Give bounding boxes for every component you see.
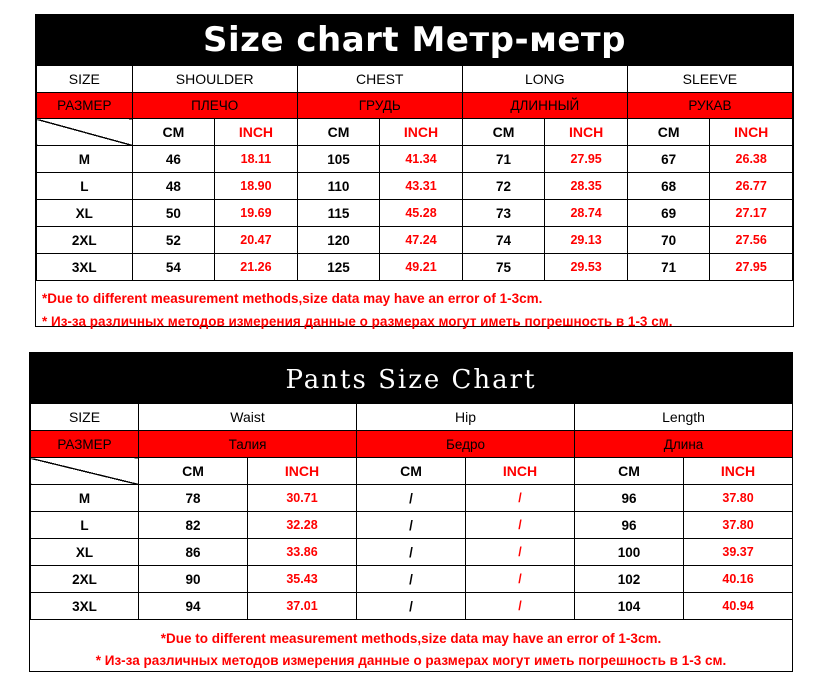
- value-cell: /: [357, 539, 466, 566]
- value-cell: 78: [139, 485, 248, 512]
- value-cell: 43.31: [380, 173, 463, 200]
- table-row: [37, 173, 793, 200]
- value-cell: 115: [297, 200, 380, 227]
- unit-cm: CM: [297, 119, 380, 146]
- value-cell: 102: [575, 566, 684, 593]
- value-cell: 32.28: [248, 512, 357, 539]
- value-cell: 50: [132, 200, 215, 227]
- header-sleeve: SLEEVE: [627, 66, 792, 93]
- value-cell: 90: [139, 566, 248, 593]
- header-row: [31, 404, 793, 431]
- pants-size-chart: [29, 352, 793, 672]
- value-cell: /: [357, 593, 466, 620]
- value-cell: 82: [139, 512, 248, 539]
- unit-inch: INCH: [466, 458, 575, 485]
- value-cell: 18.90: [215, 173, 298, 200]
- diagonal-cell: [31, 458, 139, 485]
- value-cell: /: [466, 512, 575, 539]
- top-size-chart: [35, 14, 794, 327]
- unit-row: [31, 458, 793, 485]
- table-row: [37, 200, 793, 227]
- value-cell: 29.13: [545, 227, 628, 254]
- header-shoulder-ru: ПЛЕЧО: [132, 93, 297, 119]
- value-cell: 70: [627, 227, 710, 254]
- value-cell: 27.95: [545, 146, 628, 173]
- value-cell: 29.53: [545, 254, 628, 281]
- unit-cm: CM: [357, 458, 466, 485]
- value-cell: 35.43: [248, 566, 357, 593]
- top-notes: [36, 281, 793, 333]
- pants-chart-title: Pants Size Chart: [30, 353, 792, 403]
- value-cell: 18.11: [215, 146, 298, 173]
- value-cell: 37.80: [684, 485, 793, 512]
- size-cell: L: [37, 173, 133, 200]
- value-cell: 28.74: [545, 200, 628, 227]
- table-row: [37, 227, 793, 254]
- value-cell: 110: [297, 173, 380, 200]
- size-cell: 3XL: [37, 254, 133, 281]
- note-english: *Due to different measurement methods,size data may have an error of 1-3cm.: [42, 291, 543, 306]
- header-chest: CHEST: [297, 66, 462, 93]
- value-cell: 45.28: [380, 200, 463, 227]
- header-row-ru: [37, 93, 793, 119]
- value-cell: 21.26: [215, 254, 298, 281]
- header-size: SIZE: [37, 66, 133, 93]
- header-length: Length: [575, 404, 793, 431]
- header-hip: Hip: [357, 404, 575, 431]
- header-chest-ru: ГРУДЬ: [297, 93, 462, 119]
- value-cell: 37.01: [248, 593, 357, 620]
- size-cell: L: [31, 512, 139, 539]
- value-cell: 68: [627, 173, 710, 200]
- unit-cm: CM: [132, 119, 215, 146]
- table-row: [31, 485, 793, 512]
- header-long-ru: ДЛИННЫЙ: [462, 93, 627, 119]
- unit-row: [37, 119, 793, 146]
- value-cell: /: [357, 512, 466, 539]
- value-cell: 104: [575, 593, 684, 620]
- value-cell: 54: [132, 254, 215, 281]
- value-cell: 71: [627, 254, 710, 281]
- note-russian: * Из-за различных методов измерения данные о размерах могут иметь погрешность в 1-3 см.: [42, 314, 673, 329]
- value-cell: 72: [462, 173, 545, 200]
- unit-inch: INCH: [545, 119, 628, 146]
- value-cell: 37.80: [684, 512, 793, 539]
- value-cell: 33.86: [248, 539, 357, 566]
- size-cell: XL: [31, 539, 139, 566]
- size-cell: M: [31, 485, 139, 512]
- value-cell: 94: [139, 593, 248, 620]
- unit-inch: INCH: [248, 458, 357, 485]
- value-cell: 67: [627, 146, 710, 173]
- header-size-ru: РАЗМЕР: [37, 93, 133, 119]
- unit-inch: INCH: [215, 119, 298, 146]
- header-size: SIZE: [31, 404, 139, 431]
- value-cell: 86: [139, 539, 248, 566]
- value-cell: 30.71: [248, 485, 357, 512]
- header-sleeve-ru: РУКАВ: [627, 93, 792, 119]
- note-russian: * Из-за различных методов измерения данные о размерах могут иметь погрешность в 1-3 см.: [95, 653, 727, 668]
- header-row-ru: [31, 431, 793, 458]
- size-cell: 2XL: [37, 227, 133, 254]
- value-cell: 49.21: [380, 254, 463, 281]
- value-cell: 96: [575, 512, 684, 539]
- size-cell: M: [37, 146, 133, 173]
- value-cell: /: [466, 593, 575, 620]
- value-cell: /: [466, 485, 575, 512]
- table-row: [37, 254, 793, 281]
- value-cell: 100: [575, 539, 684, 566]
- value-cell: 96: [575, 485, 684, 512]
- value-cell: 120: [297, 227, 380, 254]
- value-cell: 73: [462, 200, 545, 227]
- table-row: [37, 146, 793, 173]
- value-cell: 28.35: [545, 173, 628, 200]
- header-shoulder: SHOULDER: [132, 66, 297, 93]
- pants-size-table: [30, 403, 793, 620]
- value-cell: 27.17: [710, 200, 793, 227]
- value-cell: 46: [132, 146, 215, 173]
- table-row: [31, 593, 793, 620]
- header-waist-ru: Талия: [139, 431, 357, 458]
- size-cell: 2XL: [31, 566, 139, 593]
- value-cell: 69: [627, 200, 710, 227]
- value-cell: 52: [132, 227, 215, 254]
- header-long: LONG: [462, 66, 627, 93]
- top-size-table: [36, 65, 793, 281]
- value-cell: 27.95: [710, 254, 793, 281]
- unit-cm: CM: [627, 119, 710, 146]
- diagonal-cell: [37, 119, 133, 146]
- value-cell: 105: [297, 146, 380, 173]
- unit-cm: CM: [462, 119, 545, 146]
- value-cell: 39.37: [684, 539, 793, 566]
- value-cell: 48: [132, 173, 215, 200]
- header-length-ru: Длина: [575, 431, 793, 458]
- value-cell: 19.69: [215, 200, 298, 227]
- value-cell: /: [466, 539, 575, 566]
- value-cell: 26.77: [710, 173, 793, 200]
- table-row: [31, 566, 793, 593]
- value-cell: 26.38: [710, 146, 793, 173]
- unit-inch: INCH: [684, 458, 793, 485]
- size-cell: 3XL: [31, 593, 139, 620]
- value-cell: 40.16: [684, 566, 793, 593]
- unit-cm: CM: [575, 458, 684, 485]
- value-cell: 40.94: [684, 593, 793, 620]
- value-cell: 74: [462, 227, 545, 254]
- header-row: [37, 66, 793, 93]
- note-english: *Due to different measurement methods,size data may have an error of 1-3cm.: [160, 631, 662, 646]
- value-cell: 27.56: [710, 227, 793, 254]
- unit-inch: INCH: [380, 119, 463, 146]
- size-cell: XL: [37, 200, 133, 227]
- table-row: [31, 512, 793, 539]
- unit-cm: CM: [139, 458, 248, 485]
- value-cell: 47.24: [380, 227, 463, 254]
- value-cell: 41.34: [380, 146, 463, 173]
- header-waist: Waist: [139, 404, 357, 431]
- value-cell: /: [466, 566, 575, 593]
- table-row: [31, 539, 793, 566]
- value-cell: /: [357, 485, 466, 512]
- header-hip-ru: Бедро: [357, 431, 575, 458]
- value-cell: 71: [462, 146, 545, 173]
- top-chart-title: Size chart Метр-метр: [36, 15, 793, 65]
- header-size-ru: РАЗМЕР: [31, 431, 139, 458]
- pants-notes: [30, 620, 792, 672]
- value-cell: 20.47: [215, 227, 298, 254]
- value-cell: /: [357, 566, 466, 593]
- unit-inch: INCH: [710, 119, 793, 146]
- value-cell: 125: [297, 254, 380, 281]
- value-cell: 75: [462, 254, 545, 281]
